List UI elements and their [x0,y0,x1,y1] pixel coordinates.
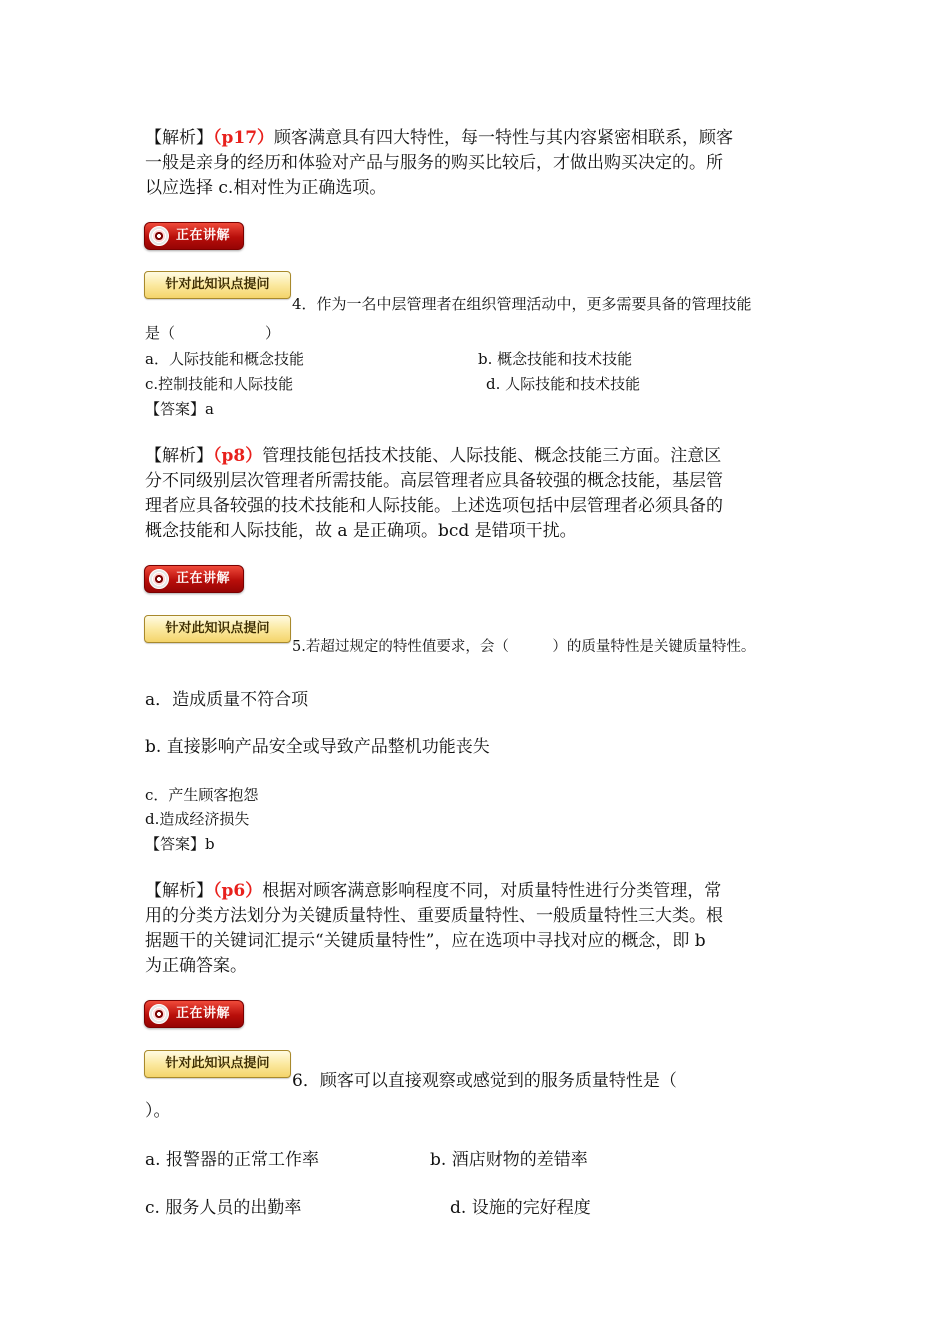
option-d: d. 设施的完好程度 [450,1198,591,1218]
option-b: b. 概念技能和技术技能 [478,350,633,368]
analysis-text: 顾客满意具有四大特性，每一特性与其内容紧密相联系，顾客 [274,128,734,148]
option-a: a．人际技能和概念技能 [145,350,304,368]
option-c: c．产生顾客抱怨 [145,786,259,804]
option-b: b. 酒店财物的差错率 [430,1150,588,1170]
page-ref: （p17） [213,128,275,148]
ask-question-label: 针对此知识点提问 [165,1056,270,1071]
analysis-text: 为正确答案。 [145,956,247,976]
ask-question-button[interactable] [144,615,291,643]
analysis-tag: 【解析】 [145,128,213,148]
page-ref: （p6） [213,881,263,901]
analysis-text: 一般是亲身的经历和体验对产品与服务的购买比较后，才做出购买决定的。所 [145,153,723,173]
disc-icon [149,226,169,246]
option-d: d.造成经济损失 [145,810,250,828]
analysis-tag: 【解析】 [145,446,213,466]
question-stem: 4．作为一名中层管理者在组织管理活动中，更多需要具备的管理技能 [292,295,752,313]
option-c: c.控制技能和人际技能 [145,375,294,393]
explain-button-label: 正在讲解 [176,1006,231,1021]
option-b: b. 直接影响产品安全或导致产品整机功能丧失 [145,737,490,757]
explain-button-label: 正在讲解 [176,571,231,586]
analysis-line [145,444,721,469]
explain-button[interactable] [144,1000,244,1028]
option-c: c. 服务人员的出勤率 [145,1198,302,1218]
ask-question-label: 针对此知识点提问 [165,277,270,292]
analysis-line [145,879,721,904]
analysis-text: 管理技能包括技术技能、人际技能、概念技能三方面。注意区 [262,446,722,466]
analysis-text: 用的分类方法划分为关键质量特性、重要质量特性、一般质量特性三大类。根 [145,906,723,926]
analysis-text: 概念技能和人际技能，故 a 是正确项。bcd 是错项干扰。 [145,521,577,541]
ask-question-button[interactable] [144,271,291,299]
ask-question-label: 针对此知识点提问 [165,621,270,636]
ask-question-button[interactable] [144,1050,291,1078]
explain-button[interactable] [144,565,244,593]
analysis-line [145,126,733,151]
answer: 【答案】b [145,835,215,853]
analysis-text: 据题干的关键词汇提示“关键质量特性”，应在选项中寻找对应的概念，即 b [145,931,706,951]
option-d: d. 人际技能和技术技能 [486,375,641,393]
disc-icon [149,569,169,589]
analysis-text: 以应选择 c.相对性为正确选项。 [145,178,387,198]
explain-button-label: 正在讲解 [176,228,231,243]
answer: 【答案】a [145,400,214,418]
option-a: a．造成质量不符合项 [145,690,309,710]
analysis-text: 根据对顾客满意影响程度不同，对质量特性进行分类管理，常 [262,881,722,901]
explain-button[interactable] [144,222,244,250]
page-ref: （p8） [213,446,263,466]
analysis-text: 分不同级别层次管理者所需技能。高层管理者应具备较强的概念技能，基层管 [145,471,723,491]
question-stem: ）。 [145,1101,171,1121]
disc-icon [149,1004,169,1024]
question-stem: 是（ ） [145,324,281,342]
question-stem: 5.若超过规定的特性值要求，会（ ）的质量特性是关键质量特性。 [292,639,756,655]
question-stem: 6．顾客可以直接观察或感觉到的服务质量特性是（ [292,1071,677,1091]
analysis-text: 理者应具备较强的技术技能和人际技能。上述选项包括中层管理者必须具备的 [145,496,723,516]
analysis-tag: 【解析】 [145,881,213,901]
option-a: a. 报警器的正常工作率 [145,1150,319,1170]
